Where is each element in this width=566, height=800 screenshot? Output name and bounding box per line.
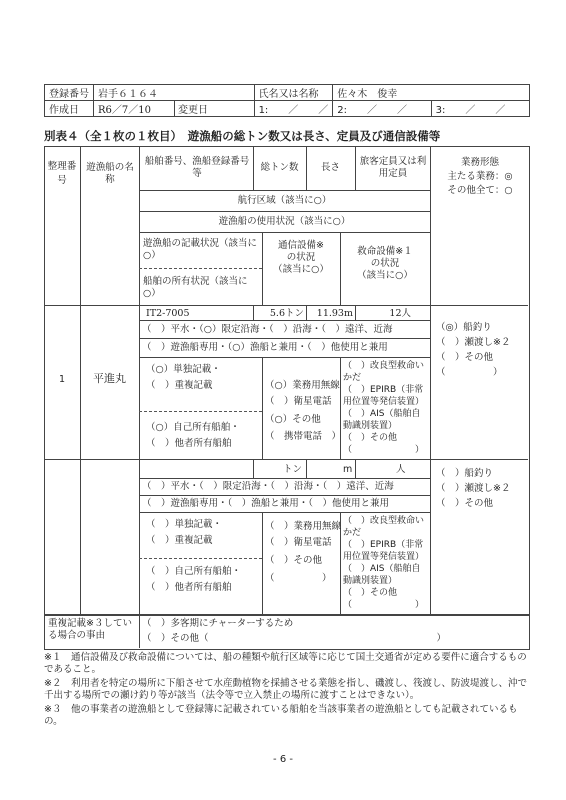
created-label: 作成日 [45, 101, 94, 117]
row1-length: 11.93m [316, 308, 353, 319]
row2-rescue4: （ ）その他 [343, 588, 398, 598]
row2-comm1: （ ）業務用無線 [265, 521, 342, 532]
reason-opt2: （ ）その他（ ） [142, 633, 447, 644]
row1-rescue5: （ ） [343, 445, 425, 455]
col-capacity: 旅客定員又は利用定員 [359, 156, 427, 179]
row1-tonnage: 5.6トン [269, 308, 304, 319]
col-tonnage: 総トン数 [260, 162, 299, 173]
row1-usage: （ ）遊漁船専用・（○）漁船と兼用・（ ）他使用と兼用 [142, 342, 388, 353]
col-comm: 通信設備※ の状況 （該当に○） [273, 240, 329, 275]
owner-value: 佐々木 俊幸 [333, 85, 530, 101]
row2-biz3: （ ）その他 [436, 498, 494, 509]
row1-biz3: （ ）その他 [436, 352, 494, 363]
col-usage: 遊漁船の使用状況（該当に○） [218, 216, 351, 227]
reason-label: 重複記載※３している場合の事由 [48, 618, 132, 641]
col-seq: 整理番号 [47, 161, 77, 186]
col-ownership: 船舶の所有状況（該当に○） [143, 276, 248, 299]
row1-boat-no: IT2-7005 [146, 308, 190, 319]
col-boat-name: 遊漁船の名称 [86, 162, 134, 185]
row1-comm2: （ ）衛星電話 [265, 396, 332, 407]
change-3: 3: ／ ／ [431, 101, 529, 117]
row2-record1: （ ）単独記載・ [146, 519, 223, 530]
row2-rescue3: （ ）AIS（船舶自動識別装置） [343, 564, 421, 586]
row1-own2: （ ）他者所有船舶 [146, 438, 232, 449]
row2-comm3: （ ）その他 [265, 555, 323, 566]
col-area: 航行区域（該当に○） [237, 195, 332, 206]
change-1: 1: ／ ／ [254, 101, 333, 117]
created-date: R6／7／10 [98, 105, 151, 116]
row2-biz1: （ ）船釣り [436, 468, 494, 479]
row1-comm4: （ 携帯電話 ） [265, 431, 342, 442]
row1-comm1: （○）業務用無線 [265, 380, 340, 391]
col-record-status: 遊漁船の記載状況（該当に○） [143, 238, 258, 261]
row1-rescue3: （ ）AIS（船舶自動識別装置） [343, 409, 421, 431]
row1-seq: 1 [58, 374, 66, 385]
col-boat-no: 船舶番号、漁船登録番号等 [144, 156, 250, 179]
change-2: 2: ／ ／ [333, 101, 431, 117]
row1-comm3: （○）その他 [265, 414, 321, 425]
row1-own1: （○）自己所有船舶・ [146, 422, 240, 433]
row1-rescue2: （ ）EPIRB（非常用位置等発信装置） [343, 385, 425, 407]
row2-area: （ ）平水・（ ）限定沿海・（ ）沿海・（ ）遠洋、近海 [142, 481, 394, 492]
row1-biz2: （ ）瀬渡し※２ [436, 337, 511, 348]
col-rescue: 救命設備※１ の状況 （該当に○） [357, 246, 413, 281]
row2-own1: （ ）自己所有船舶・ [146, 566, 242, 577]
row1-biz4: （ ） [436, 367, 503, 378]
row2-ton-unit: トン [283, 464, 303, 475]
page-number: - 6 - [273, 754, 293, 765]
note-2: ※２ 利用者を特定の場所に下船させて水産動植物を採捕させる業態を指し、磯渡し、筏渡し、防波堤渡し、沖で千出する場所での瀬け釣り等が該当（法令等で立入禁止の場所に渡すことはできない）。 [44, 678, 527, 701]
reg-no-label: 登録番号 [45, 85, 94, 101]
row1-rescue1: （ ）改良型救命いかだ [343, 361, 425, 383]
owner-label: 氏名又は名称 [254, 85, 333, 101]
row1-biz1: （◎）船釣り [436, 322, 492, 333]
row1-record2: （ ）重複記載 [146, 380, 213, 391]
note-1: ※１ 通信設備及び救命設備については、船の種類や航行区域等に応じて国土交通省が定める要件に適合するものであること。 [44, 652, 527, 675]
row2-rescue2: （ ）EPIRB（非常用位置等発信装置） [343, 540, 425, 562]
registration-header-table [44, 84, 530, 117]
row1-area: （ ）平水・（○）限定沿海・（ ）沿海・（ ）遠洋、近海 [142, 324, 393, 335]
row1-rescue4: （ ）その他 [343, 433, 398, 443]
row1-capacity: 12人 [389, 308, 411, 319]
row2-comm2: （ ）衛星電話 [265, 537, 332, 548]
row2-biz2: （ ）瀬渡し※２ [436, 483, 511, 494]
row2-len-unit: m [343, 464, 353, 475]
reg-no-value: 岩手６１６４ [94, 85, 255, 101]
page-title: 別表４（全１枚の１枚目） 遊漁船の総トン数又は長さ、定員及び通信設備等 [44, 129, 441, 143]
col-business-form: 業務形態 主たる業務：◎ その他全て：○ [447, 157, 513, 196]
row2-record2: （ ）重複記載 [146, 535, 213, 546]
row2-comm4: （ ） [265, 573, 332, 584]
row1-name: 平進丸 [93, 372, 126, 385]
change-label: 変更日 [174, 101, 211, 116]
col-length: 長さ [320, 162, 340, 173]
row2-own2: （ ）他者所有船舶 [146, 582, 232, 593]
row2-usage: （ ）遊漁船専用・（ ）漁船と兼用・（ ）他使用と兼用 [142, 498, 390, 509]
note-3: ※３ 他の事業者の遊漁船として登録簿に記載されている船舶を当該事業者の遊漁船としても記載されているもの。 [44, 704, 518, 727]
row2-cap-unit: 人 [396, 464, 406, 475]
row2-rescue5: （ ） [343, 600, 425, 610]
reason-opt1: （ ）多客期にチャーターするため [142, 618, 294, 629]
row2-rescue1: （ ）改良型救命いかだ [343, 516, 425, 538]
row1-record1: （○）単独記載・ [146, 364, 221, 375]
